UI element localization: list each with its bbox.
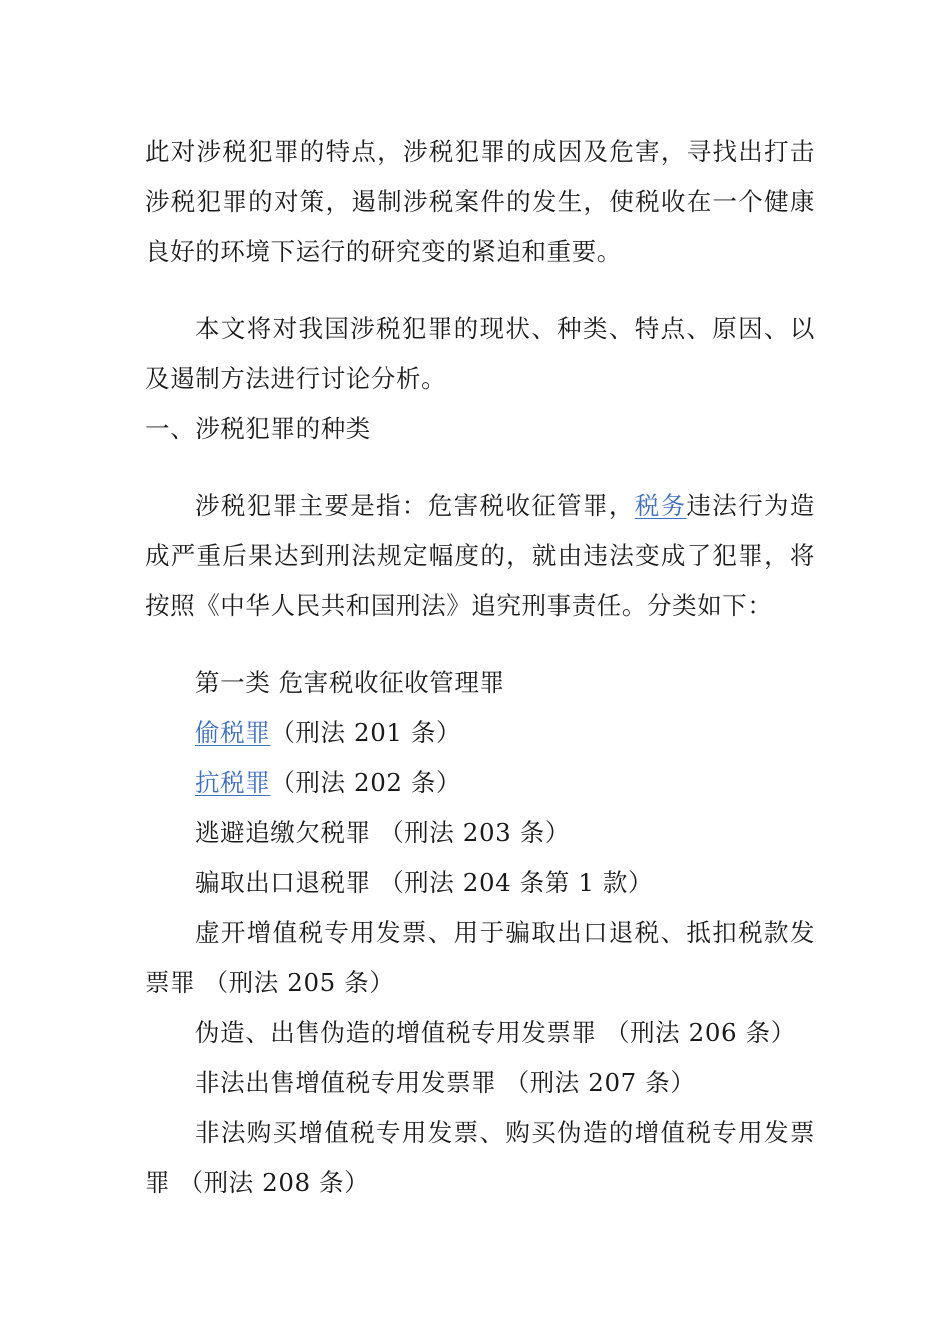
list-item: 非法购买增值税专用发票、购买伪造的增值税专用发票罪 （刑法 208 条） — [145, 1118, 815, 1197]
link-tax-resistance-crime[interactable]: 抗税罪 — [195, 768, 271, 797]
category-title: 第一类 危害税收征收管理罪 — [195, 668, 505, 697]
list-item — [145, 758, 815, 808]
document-page — [145, 127, 815, 1208]
list-item: 非法出售增值税专用发票罪 （刑法 207 条） — [195, 1068, 696, 1097]
paragraph-intro-continued: 此对涉税犯罪的特点，涉税犯罪的成因及危害，寻找出打击涉税犯罪的对策，遏制涉税案件的发生，使税收在一个健康良好的环境下运行的研究变的紧迫和重要。 — [145, 137, 815, 266]
list-item: 虚开增值税专用发票、用于骗取出口退税、抵扣税款发票罪 （刑法 205 条） — [145, 918, 815, 997]
link-tax-affairs[interactable]: 税务 — [634, 491, 687, 520]
list-item — [145, 708, 815, 758]
list-item-article: （刑法 201 条） — [270, 718, 462, 747]
list-item: 逃避追缴欠税罪 （刑法 203 条） — [195, 818, 570, 847]
link-tax-evasion-crime[interactable]: 偷税罪 — [195, 718, 271, 747]
crime-list — [145, 658, 815, 1208]
section-heading-types: 一、涉税犯罪的种类 — [145, 414, 371, 443]
paragraph-definition — [145, 481, 815, 631]
list-item: 骗取出口退税罪 （刑法 204 条第 1 款） — [195, 868, 654, 897]
paragraph-scope: 本文将对我国涉税犯罪的现状、种类、特点、原因、以及遏制方法进行讨论分析。 — [145, 314, 815, 393]
definition-text-after: 违法行为造成严重后果达到刑法规定幅度的，就由违法变成了犯罪，将按照《中华人民共和国刑法》追究刑事责任。分类如下： — [145, 491, 815, 620]
list-item-article: （刑法 202 条） — [270, 768, 462, 797]
list-item: 伪造、出售伪造的增值税专用发票罪 （刑法 206 条） — [195, 1018, 796, 1047]
definition-text-before: 涉税犯罪主要是指：危害税收征管罪， — [195, 491, 635, 520]
